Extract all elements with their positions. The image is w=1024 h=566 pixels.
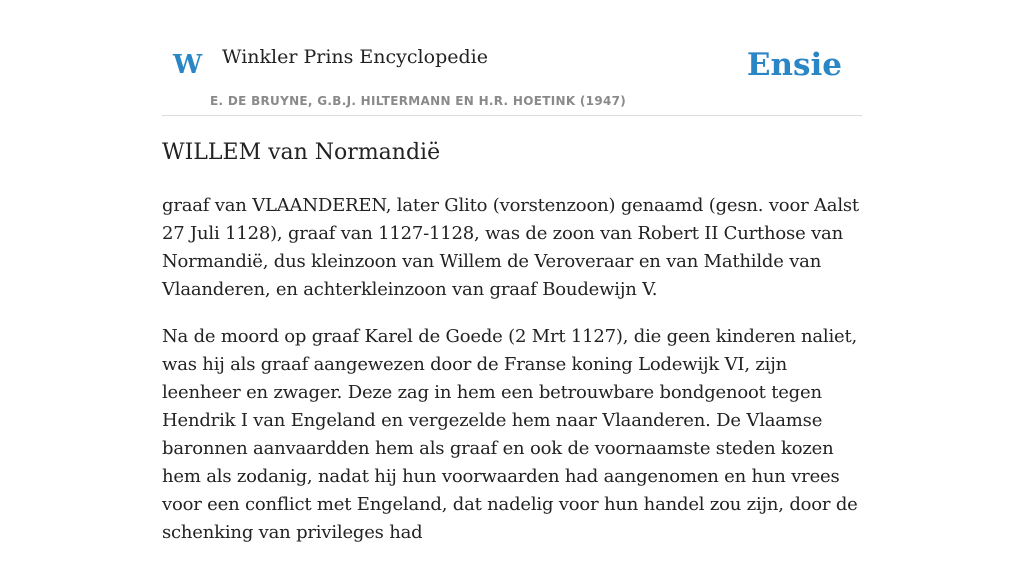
- source-header: [162, 0, 862, 116]
- source-title-link[interactable]: Winkler Prins Encyclopedie: [222, 46, 488, 68]
- source-logo-icon[interactable]: W: [173, 50, 203, 80]
- entry-paragraph: graaf van VLAANDEREN, later Glito (vorstenzoon) genaamd (gesn. voor Aalst 27 Juli 1128), graaf van 1127-1128, was de zoon van Robert II Curthose van Normandië, dus kleinzoon van Willem de Veroveraar en van Mathilde van Vlaanderen, en achterkleinzoon van graaf Boudewijn V.: [162, 195, 859, 300]
- source-authors: E. DE BRUYNE, G.B.J. HILTERMANN EN H.R. HOETINK (1947): [210, 94, 627, 108]
- entry-body: [162, 192, 862, 566]
- entry-title: WILLEM van Normandië: [162, 140, 441, 165]
- entry-paragraph: Na de moord op graaf Karel de Goede (2 Mrt 1127), die geen kinderen naliet, was hij als graaf aangewezen door de Franse koning Lodewijk VI, zijn leenheer en zwager. Deze zag in hem een betrouwbare bondgenoot tegen Hendrik I van Engeland en vergezelde hem naar Vlaanderen. De Vlaamse baronnen aanvaardden hem als graaf en ook de voornaamste steden kozen hem als zodanig, nadat hij hun voorwaarden had aangenomen en hun vrees voor een conflict met Engeland, dat nadelig voor hun handel zou zijn, door de schenking van privileges had: [162, 326, 858, 543]
- ensie-logo[interactable]: Ensie: [746, 47, 842, 83]
